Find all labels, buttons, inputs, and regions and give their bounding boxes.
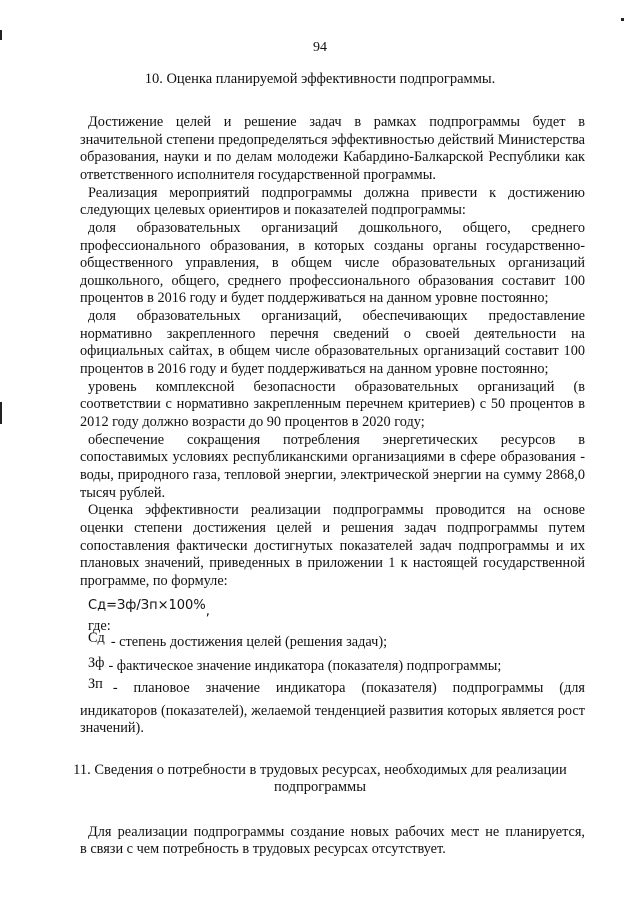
paragraph-line: сопоставимых условиях республиканскими организациями в сфере образования - (80, 449, 585, 465)
paragraph-line: воды, природного газа, тепловой энергии, электрической энергии на сумму 2868,0 (80, 467, 585, 483)
definition-zp (88, 676, 585, 697)
formula-comma: , (205, 604, 210, 619)
paragraph-line: значительной степени предопределяться эффективностью действий Министерства (80, 132, 585, 148)
paragraph-line: оценки степени достижения целей и решения задач подпрограммы путем (80, 520, 585, 536)
formula-expression: Сд=Зф/Зп×100% (88, 598, 206, 613)
paragraph-line: дошкольного, общего, среднего профессионального образования составит 100 (80, 273, 585, 289)
section-11-heading: 11. Сведения о потребности в трудовых ресурсах, необходимых для реализации (73, 762, 567, 778)
paragraph-line: уровень комплексной безопасности образовательных организаций (в (88, 379, 585, 395)
paragraph-line: соответствии с нормативно закрепленным перечнем критериев) с 50 процентов в (80, 396, 585, 412)
definition-symbol: Сд (88, 630, 105, 646)
paragraph-line: тысяч рублей. (80, 485, 166, 501)
paragraph-line: плановых значений, приведенных в приложении 1 к настоящей государственной (80, 555, 585, 571)
section-11-heading-line2: подпрограммы (274, 779, 366, 795)
definition-symbol: Зп (88, 676, 103, 692)
paragraph-line: процентов в 2016 году и будет поддерживаться на данном уровне постоянно; (80, 361, 549, 377)
paragraph-line: доля образовательных организаций дошкольного, общего, среднего (88, 220, 585, 236)
paragraph-line: в связи с чем потребность в трудовых ресурсах отсутствует. (80, 841, 446, 857)
section-10-heading: 10. Оценка планируемой эффективности подпрограммы. (144, 71, 496, 87)
paragraph-line: Реализация мероприятий подпрограммы должна привести к достижению (88, 185, 585, 201)
scan-mark-right-top (621, 18, 624, 21)
paragraph-line: образования, науки и по делам молодежи Кабардино-Балкарской Республики как (80, 149, 585, 165)
paragraph-line: 2012 году должно возрасти до 90 процентов в 2020 году; (80, 414, 425, 430)
paragraph-line: сопоставления фактически достигнутых показателей задач подпрограммы и их (80, 538, 585, 554)
definition-symbol: Зф (88, 655, 105, 671)
where-label: где: (88, 618, 111, 634)
paragraph-line: доля образовательных организаций, обеспечивающих предоставление (88, 308, 585, 324)
paragraph-line: общественного управления, в общем числе образовательных организаций (80, 255, 585, 271)
paragraph-line: следующих целевых ориентиров и показателей подпрограммы: (80, 202, 466, 218)
paragraph-line: ответственного исполнителя государственной программы. (80, 167, 436, 183)
definition-text: - степень достижения целей (решения задач); (110, 634, 388, 650)
paragraph-line: Оценка эффективности реализации подпрограммы проводится на основе (88, 502, 585, 518)
definition-text: - плановое значение индикатора (показателя) подпрограммы (для (112, 680, 585, 696)
definition-text: - фактическое значение индикатора (показателя) подпрограммы; (108, 658, 502, 674)
paragraph-line: нормативно закрепленного перечня сведений о своей деятельности на (80, 326, 585, 342)
paragraph-line: Достижение целей и решение задач в рамках подпрограммы будет в (88, 114, 585, 130)
paragraph-line: процентов в 2016 году и будет поддерживаться на данном уровне постоянно; (80, 290, 549, 306)
paragraph-line: Для реализации подпрограммы создание новых рабочих мест не планируется, (88, 824, 585, 840)
definition-continuation: индикаторов (показателей), желаемой тенденцией развития которых является рост (80, 703, 585, 719)
definition-zf (88, 655, 502, 675)
paragraph-line: программе, по формуле: (80, 573, 228, 589)
formula (88, 598, 210, 619)
scan-mark-left-top (0, 30, 2, 40)
paragraph-line: профессионального образования, в которых созданы органы государственно- (80, 238, 585, 254)
paragraph-line: официальных сайтах, в общем числе образовательных организаций составит 100 (80, 343, 585, 359)
page-number: 94 (313, 40, 327, 55)
definition-continuation: значений). (80, 720, 144, 736)
paragraph-line: обеспечение сокращения потребления энергетических ресурсов в (88, 432, 585, 448)
scan-mark-left-middle (0, 402, 2, 424)
definition-sd (88, 630, 388, 651)
